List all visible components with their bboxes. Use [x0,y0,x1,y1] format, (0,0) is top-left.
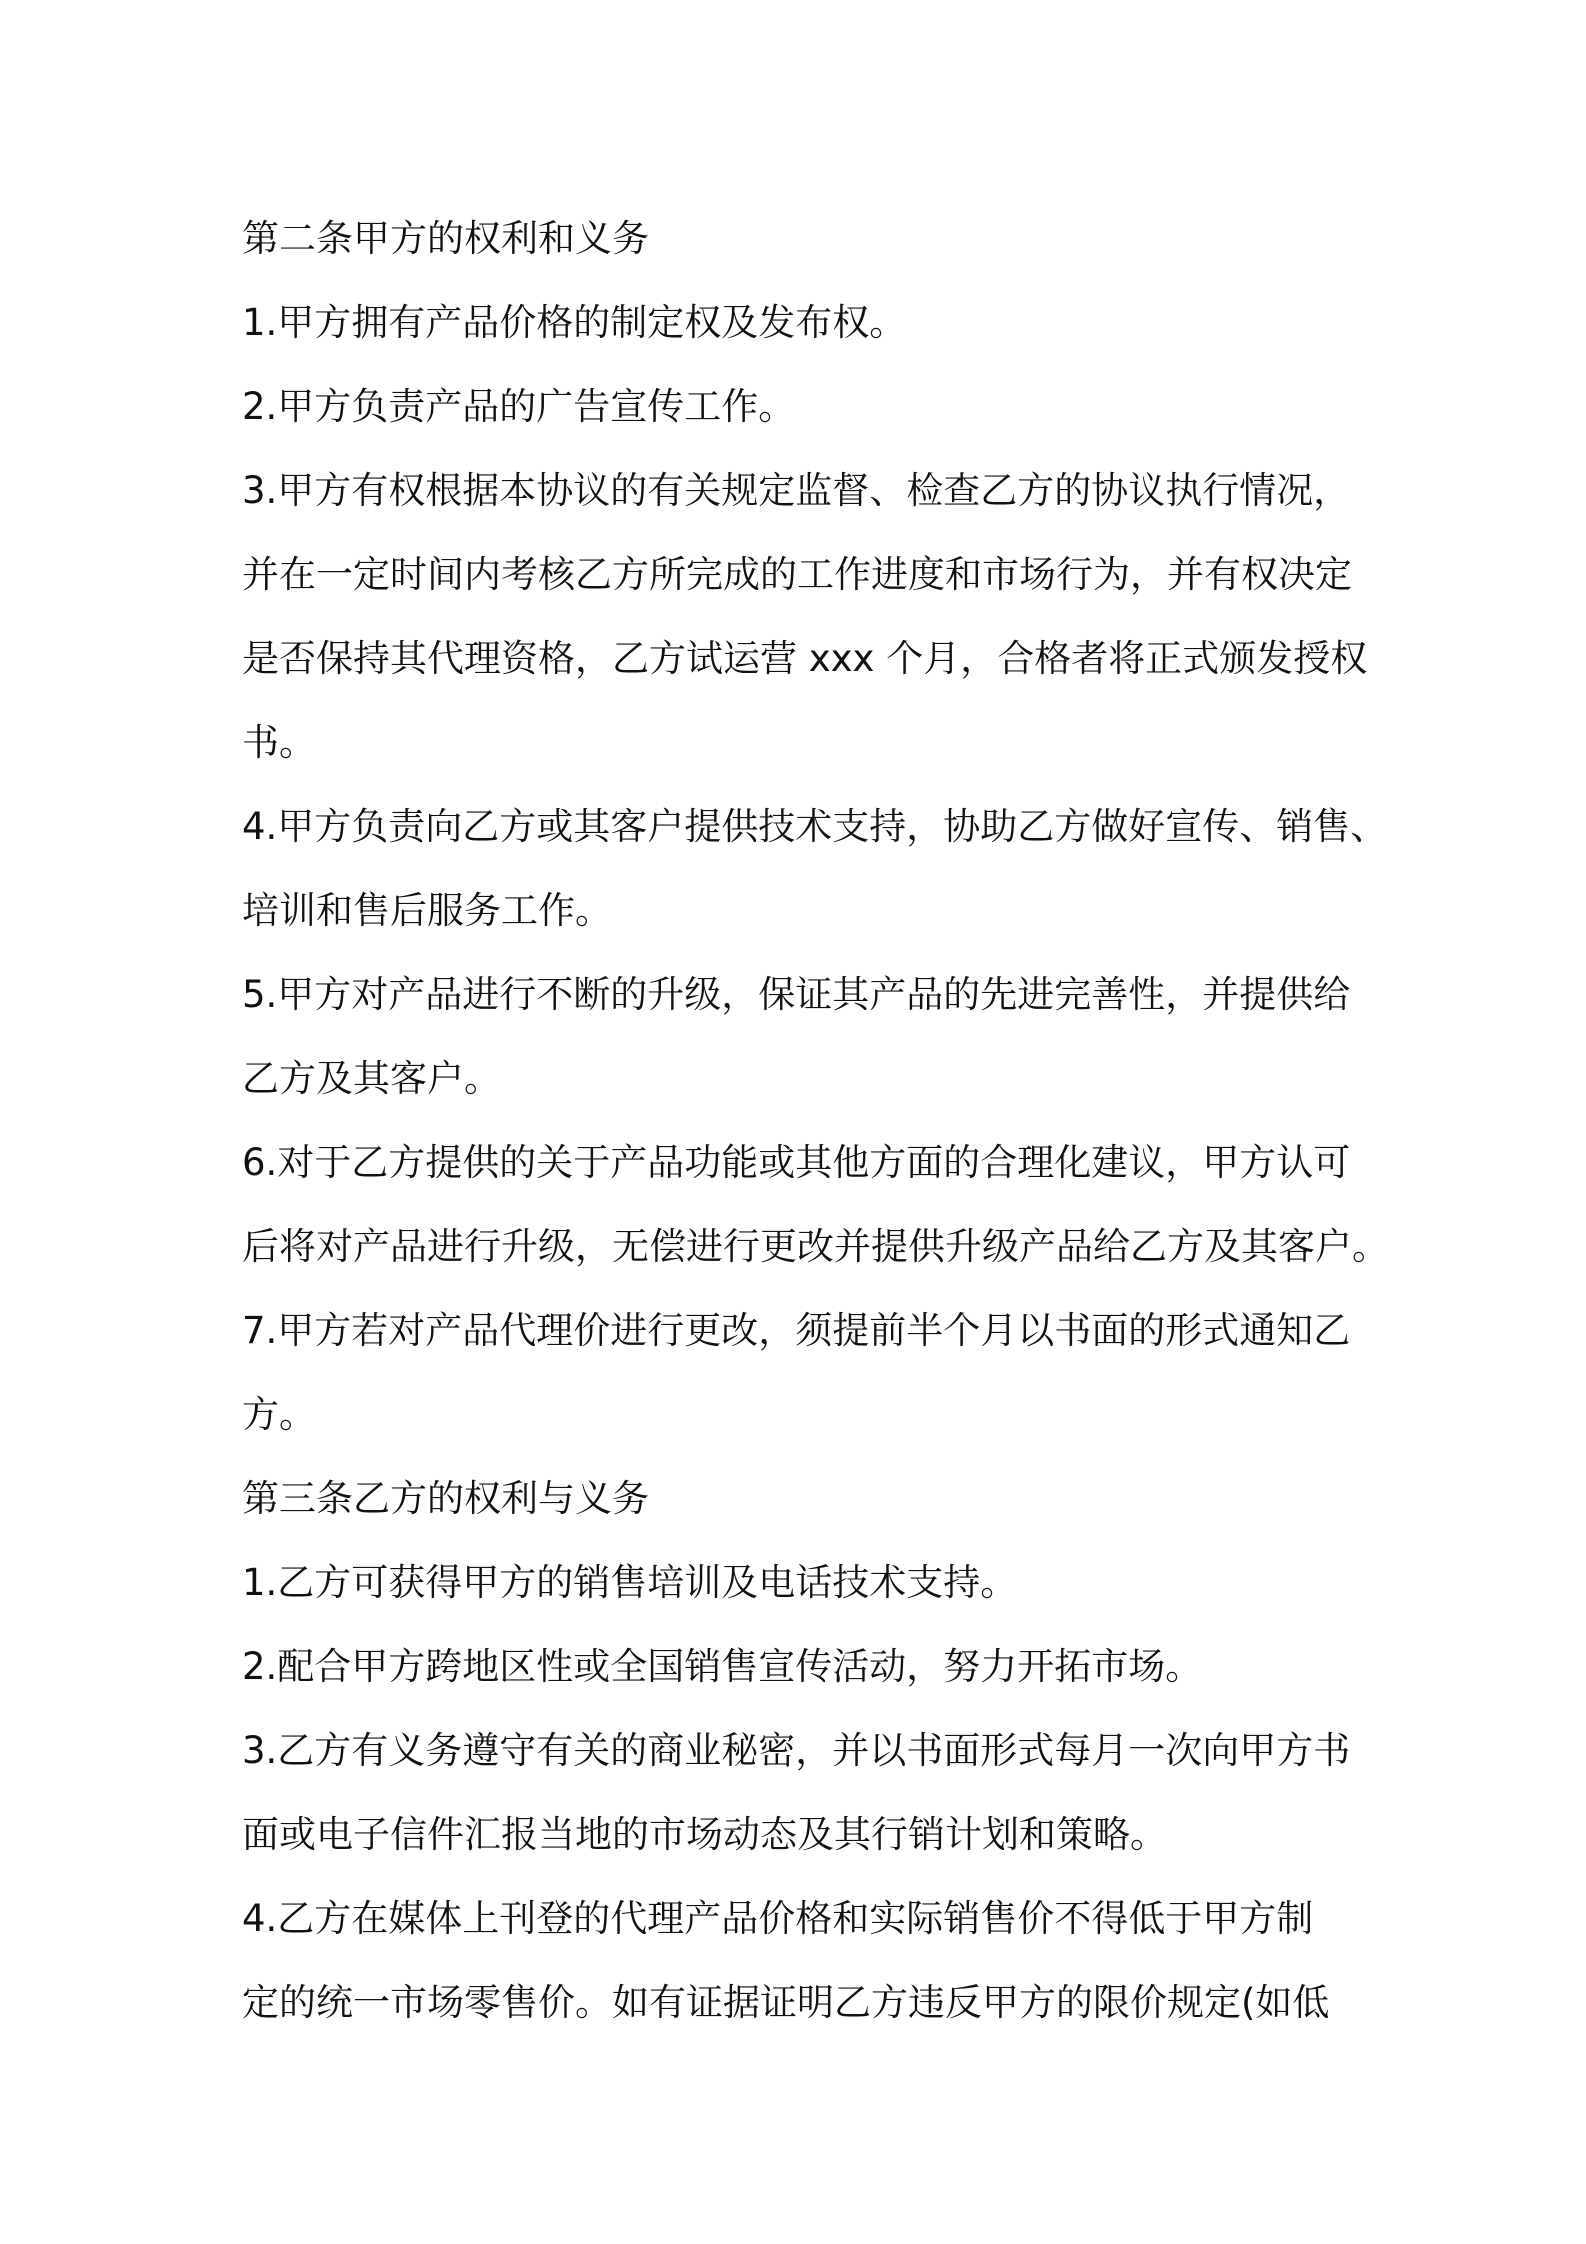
text-line: 是否保持其代理资格，乙方试运营 xxx 个月，合格者将正式颁发授权 [242,637,1368,680]
text-line: 3.甲方有权根据本协议的有关规定监督、检查乙方的协议执行情况， [242,469,1351,512]
text-line: 3.乙方有义务遵守有关的商业秘密，并以书面形式每月一次向甲方书 [242,1729,1351,1772]
section-three-heading: 第三条乙方的权利与义务 [242,1477,649,1520]
section-two-heading: 第二条甲方的权利和义务 [242,217,649,260]
text-line: 2.甲方负责产品的广告宣传工作。 [242,385,796,428]
text-line: 书。 [242,721,316,764]
contract-text [242,197,1392,2045]
text-line: 1.乙方可获得甲方的销售培训及电话技术支持。 [242,1561,1018,1604]
text-line: 并在一定时间内考核乙方所完成的工作进度和市场行为，并有权决定 [242,553,1352,596]
text-line: 6.对于乙方提供的关于产品功能或其他方面的合理化建议，甲方认可 [242,1141,1351,1184]
text-line: 4.乙方在媒体上刊登的代理产品价格和实际销售价不得低于甲方制 [242,1897,1314,1940]
text-line: 5.甲方对产品进行不断的升级，保证其产品的先进完善性，并提供给 [242,973,1351,1016]
text-line: 培训和售后服务工作。 [242,889,612,932]
text-line: 后将对产品进行升级，无偿进行更改并提供升级产品给乙方及其客户。 [242,1225,1389,1268]
text-line: 方。 [242,1393,316,1436]
text-line: 定的统一市场零售价。如有证据证明乙方违反甲方的限价规定(如低 [242,1981,1330,2024]
text-line: 乙方及其客户。 [242,1057,501,1100]
text-line: 面或电子信件汇报当地的市场动态及其行销计划和策略。 [242,1813,1167,1856]
text-line: 2.配合甲方跨地区性或全国销售宣传活动，努力开拓市场。 [242,1645,1203,1688]
text-line: 1.甲方拥有产品价格的制定权及发布权。 [242,301,907,344]
text-line: 7.甲方若对产品代理价进行更改，须提前半个月以书面的形式通知乙 [242,1309,1351,1352]
text-line: 4.甲方负责向乙方或其客户提供技术支持，协助乙方做好宣传、销售、 [242,805,1388,848]
